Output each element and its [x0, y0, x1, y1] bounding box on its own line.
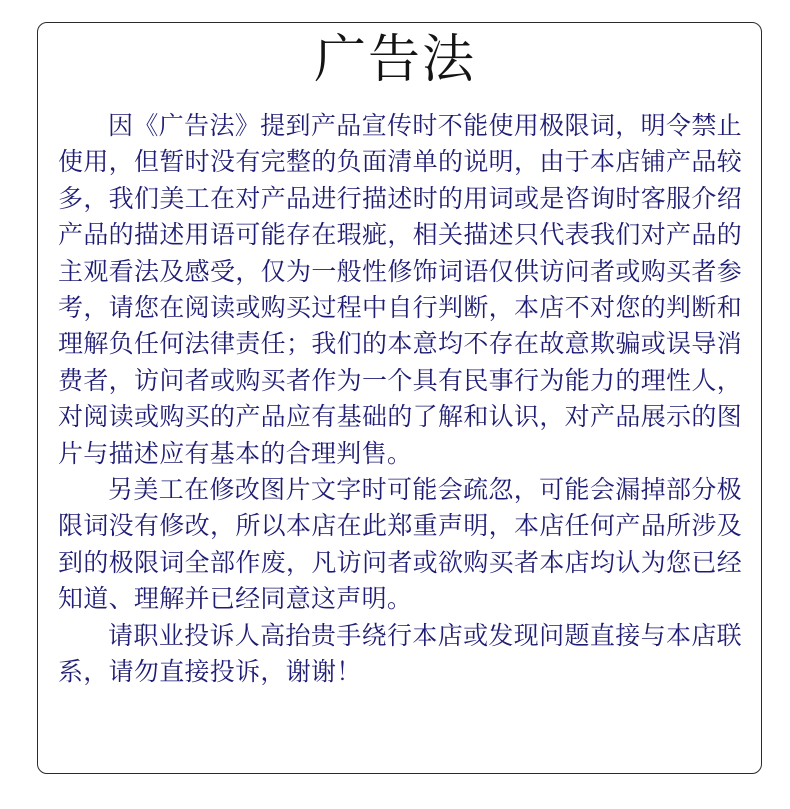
page-title: 广告法: [313, 30, 476, 90]
paragraph-disclaimer: 因《广告法》提到产品宣传时不能使用极限词，明令禁止使用，但暂时没有完整的负面清单的说明，由于本店铺产品较多，我们美工在对产品进行描述时的用词或是咨询时客服介绍产品的描述用语可能存在瑕疵，相关描述只代表我们对产品的主观看法及感受，仅为一般性修饰词语仅供访问者或购买者参考，请您在阅读或购买过程中自行判断，本店不对您的判断和理解负任何法律责任；我们的本意均不存在故意欺骗或误导消费者，访问者或购买者作为一个具有民事行为能力的理性人，对阅读或购买的产品应有基础的了解和认识，对产品展示的图片与描述应有基本的合理判售。: [58, 111, 742, 468]
paragraph-contact-request: 请职业投诉人高抬贵手绕行本店或发现问题直接与本店联系，请勿直接投诉，谢谢！: [58, 620, 742, 687]
notice-body: [58, 108, 742, 691]
paragraph-revision-notice: 另美工在修改图片文字时可能会疏忽，可能会漏掉部分极限词没有修改，所以本店在此郑重声明，本店任何产品所涉及到的极限词全部作废，凡访问者或欲购买者本店均认为您已经知道、理解并已经同意这声明。: [58, 475, 742, 614]
